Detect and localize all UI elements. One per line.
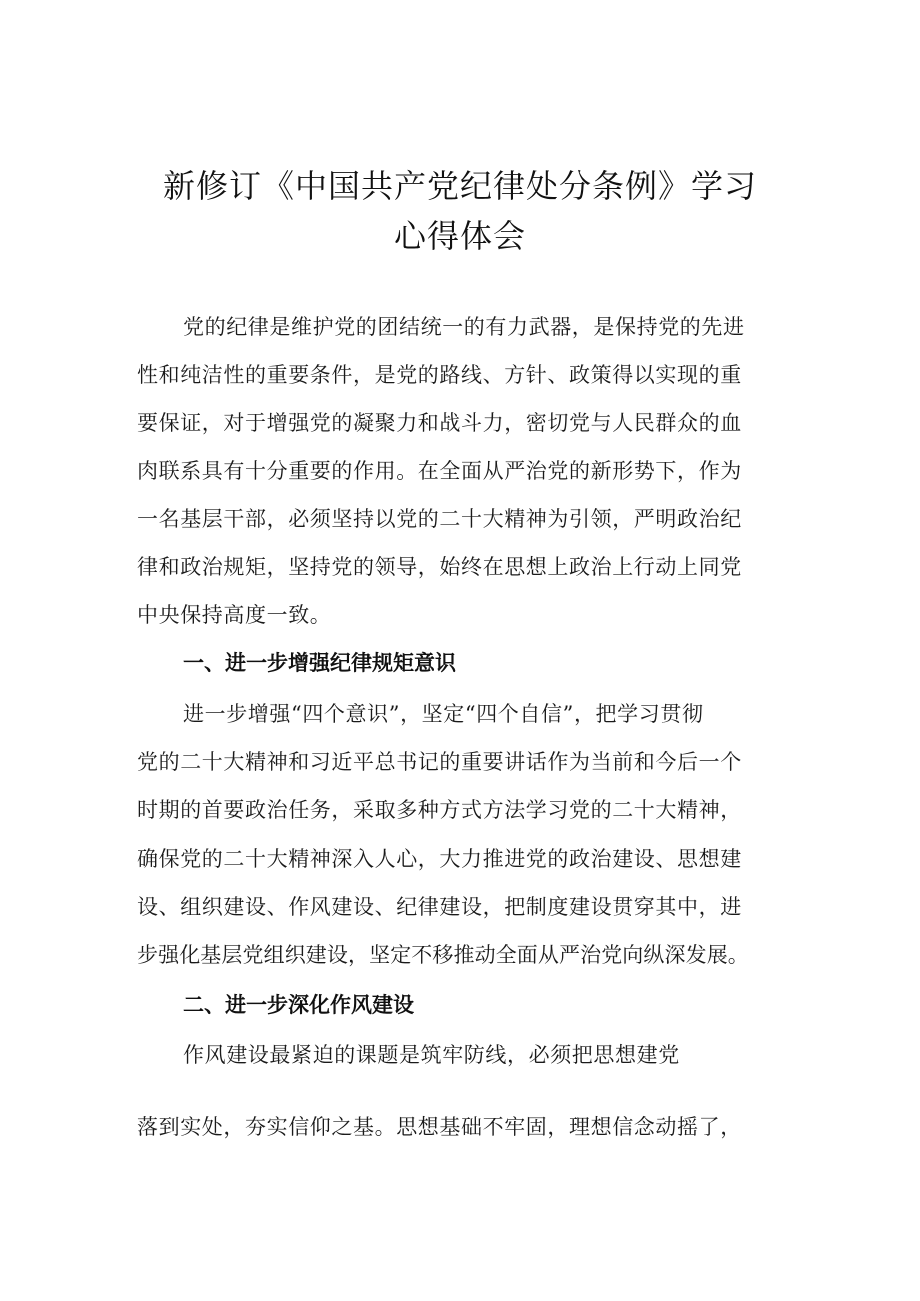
paragraph-line: 作风建设最紧迫的课题是筑牢防线，必须把思想建党	[183, 1043, 680, 1067]
paragraph-line: 时期的首要政治任务，采取多种方式方法学习党的二十大精神，	[137, 798, 742, 822]
document-title-line-1: 新修订《中国共产党纪律处分条例》学习	[162, 167, 757, 205]
section-heading-2: 二、进一步深化作风建设	[183, 993, 414, 1017]
paragraph-line: 确保党的二十大精神深入人心，大力推进党的政治建设、思想建	[137, 847, 742, 871]
paragraph-line: 进一步增强“四个意识”，坚定“四个自信”，把学习贯彻	[183, 702, 704, 726]
paragraph-line: 肉联系具有十分重要的作用。在全面从严治党的新形势下，作为	[137, 459, 742, 483]
paragraph-line: 性和纯洁性的重要条件，是党的路线、方针、政策得以实现的重	[137, 363, 742, 387]
paragraph-line: 党的纪律是维护党的团结统一的有力武器，是保持党的先进	[183, 315, 745, 339]
paragraph-line: 党的二十大精神和习近平总书记的重要讲话作为当前和今后一个	[137, 750, 742, 774]
paragraph-line: 律和政治规矩，坚持党的领导，始终在思想上政治上行动上同党	[137, 555, 742, 579]
paragraph-line: 步强化基层党组织建设，坚定不移推动全面从严治党向纵深发展。	[137, 943, 749, 967]
paragraph-line: 要保证，对于增强党的凝聚力和战斗力，密切党与人民群众的血	[137, 411, 742, 435]
section-heading-1: 一、进一步增强纪律规矩意识	[183, 651, 456, 675]
document-title-line-2: 心得体会	[393, 217, 526, 255]
paragraph-line: 设、组织建设、作风建设、纪律建设，把制度建设贯穿其中，进	[137, 895, 742, 919]
paragraph-line: 落到实处，夯实信仰之基。思想基础不牢固，理想信念动摇了，	[137, 1115, 742, 1139]
paragraph-line: 一名基层干部，必须坚持以党的二十大精神为引领，严明政治纪	[137, 507, 742, 531]
paragraph-line: 中央保持高度一致。	[137, 603, 332, 627]
